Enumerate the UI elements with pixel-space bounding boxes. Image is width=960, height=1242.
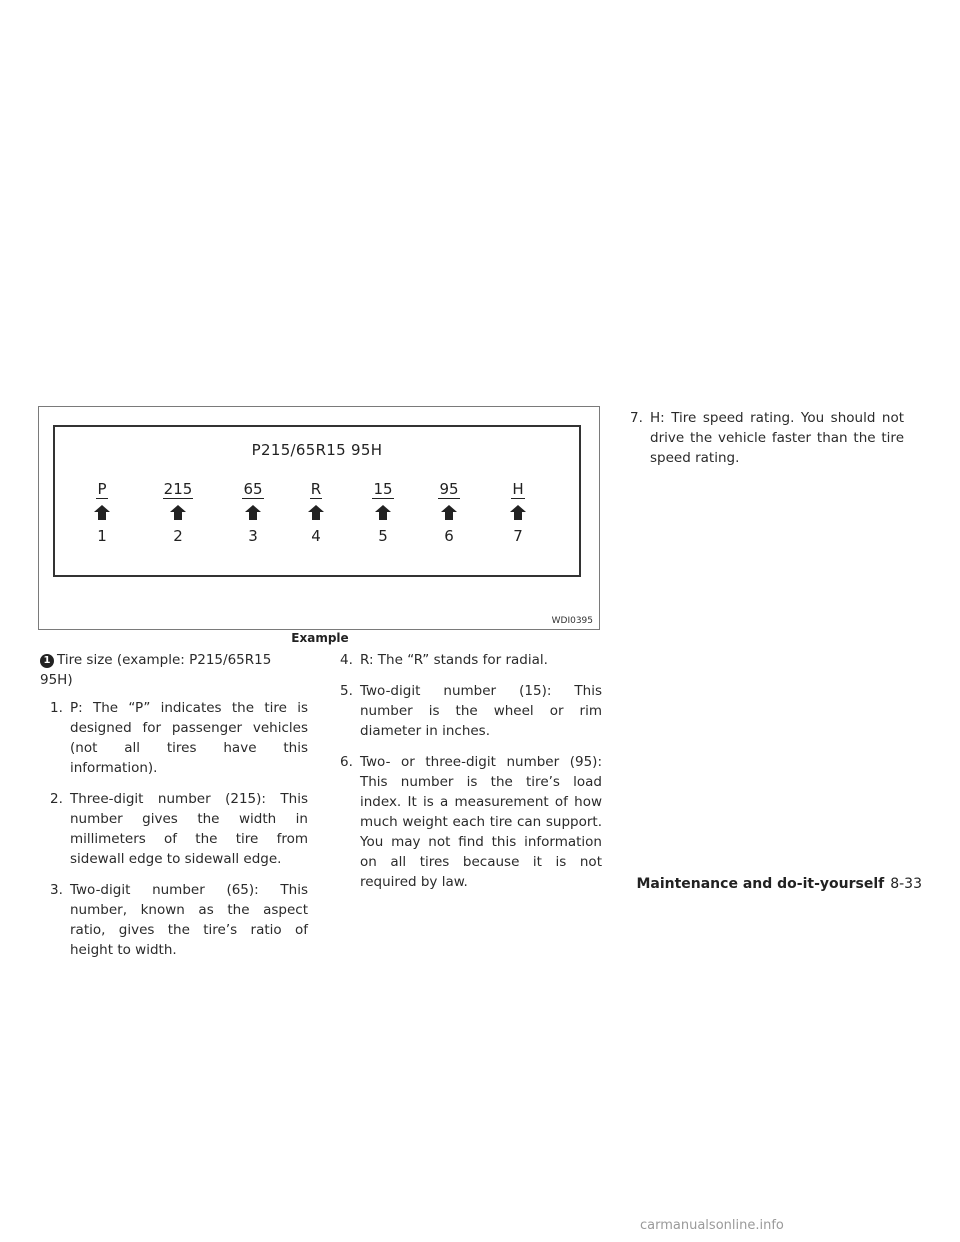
code-part-number: 2 — [173, 527, 183, 545]
arrow-up-icon — [308, 505, 324, 520]
page-number: 8-33 — [890, 876, 922, 892]
page-footer — [636, 876, 922, 892]
arrow-up-icon — [441, 505, 457, 520]
list-item-number: 7. — [630, 410, 643, 426]
list-item-text: Two-digit number (65): This number, known as the aspect ratio, gives the tire’s ratio of height to width. — [70, 882, 308, 958]
footer-section-title: Maintenance and do-it-yourself — [636, 876, 885, 892]
section-heading-text: Tire size (example: P215/65R15 95H) — [40, 652, 272, 688]
tire-code-title: P215/65R15 95H — [251, 441, 383, 459]
list-item-number: 4. — [340, 652, 353, 668]
list-item — [620, 408, 904, 468]
code-part-number: 5 — [378, 527, 388, 545]
code-part-label: P — [97, 480, 107, 498]
code-part-number: 4 — [311, 527, 321, 545]
list-item-number: 3. — [50, 882, 63, 898]
arrow-up-icon — [94, 505, 110, 520]
code-part-3 — [223, 479, 283, 545]
code-part-number: 1 — [97, 527, 107, 545]
code-part-7 — [488, 479, 548, 545]
watermark: carmanualsonline.info — [640, 1218, 784, 1233]
list-item-text: P: The “P” indicates the tire is designed for passenger vehicles (not all tires have this information). — [70, 700, 308, 776]
code-part-2 — [148, 479, 208, 545]
circled-number-icon: 1 — [40, 654, 54, 668]
list-item-number: 1. — [50, 700, 63, 716]
code-part-number: 3 — [248, 527, 258, 545]
code-part-label: 215 — [163, 480, 193, 498]
list-item — [40, 880, 308, 960]
arrow-up-icon — [375, 505, 391, 520]
figure-caption: Example — [291, 631, 349, 645]
code-part-label: R — [310, 480, 322, 498]
list-item-text: Two- or three-digit number (95): This number is the tire’s load index. It is a measurement of how much weight each tire can support. You may not find this information on all tires because it is not required by law. — [360, 754, 602, 890]
code-part-5 — [353, 479, 413, 545]
list-item-text: Two-digit number (15): This number is the wheel or rim diameter in inches. — [360, 683, 602, 739]
text-column-middle — [330, 650, 602, 903]
list-item-number: 6. — [340, 754, 353, 770]
list-item-text: Three-digit number (215): This number gives the width in millimeters of the tire from sidewall edge to sidewall edge. — [70, 791, 308, 867]
text-column-left — [40, 650, 308, 971]
text-column-right — [620, 408, 904, 479]
tire-code-figure — [38, 406, 600, 630]
arrow-up-icon — [170, 505, 186, 520]
list-item — [330, 752, 602, 892]
section-heading — [40, 650, 308, 690]
list-item-text: H: Tire speed rating. You should not drive the vehicle faster than the tire speed rating. — [650, 410, 904, 466]
code-part-6 — [419, 479, 479, 545]
tire-code-panel — [53, 425, 581, 577]
code-part-label: 95 — [439, 480, 459, 498]
list-item-text: R: The “R” stands for radial. — [360, 652, 548, 668]
arrow-up-icon — [245, 505, 261, 520]
code-part-label: 65 — [243, 480, 263, 498]
list-item — [330, 681, 602, 741]
list-item-number: 5. — [340, 683, 353, 699]
code-part-number: 7 — [513, 527, 523, 545]
list-item — [330, 650, 602, 670]
code-part-1 — [72, 479, 132, 545]
list-item — [40, 789, 308, 869]
code-part-4 — [286, 479, 346, 545]
list-item-number: 2. — [50, 791, 63, 807]
figure-id: WDI0395 — [551, 616, 593, 626]
list-item — [40, 698, 308, 778]
code-part-number: 6 — [444, 527, 454, 545]
arrow-up-icon — [510, 505, 526, 520]
code-part-label: H — [512, 480, 524, 498]
code-part-label: 15 — [373, 480, 393, 498]
